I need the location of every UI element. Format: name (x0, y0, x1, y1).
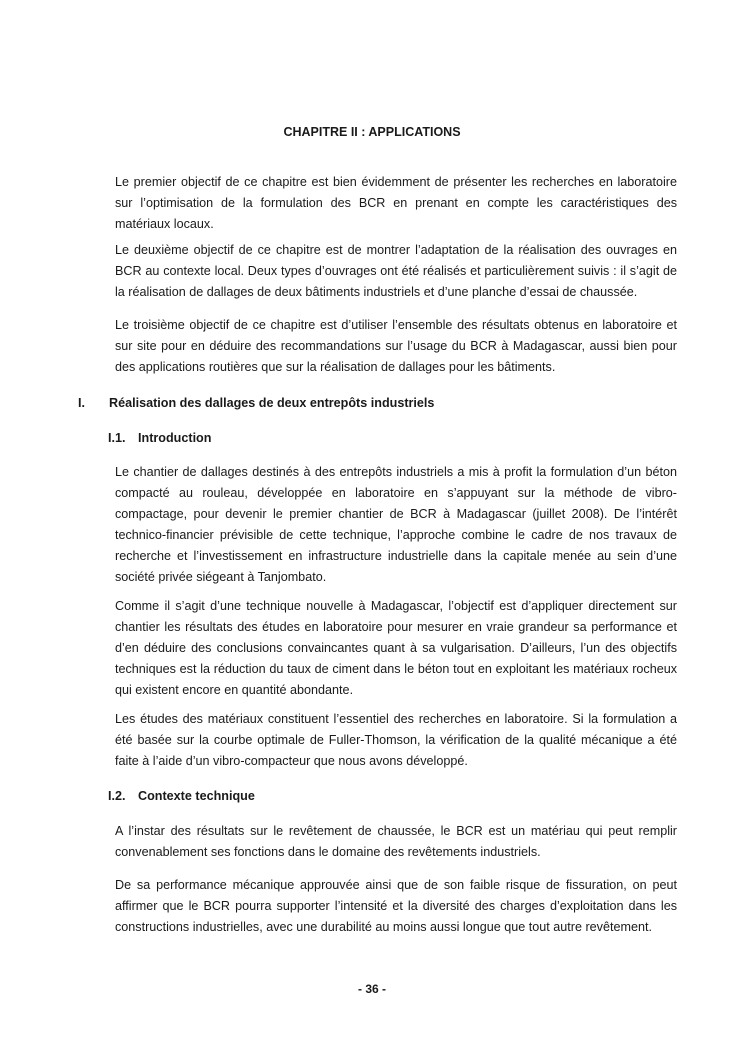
introduction-paragraph-1: Le chantier de dallages destinés à des entrepôts industriels a mis à profit la formulation d’un béton compacté au rouleau, développée en laboratoire en s’appuyant sur la méthode de vibro-compactage, pour devenir le premier chantier de BCR à Madagascar (juillet 2008). De l’intérêt technico-financier prévisible de cette technique, l’approche combine le cadre de nos travaux de recherche et l’investissement en infrastructure industrielle dans la capitale menée au sein d’une société privée siégeant à Tanjombato. (115, 465, 677, 584)
contexte-paragraph-2: De sa performance mécanique approuvée ainsi que de son faible risque de fissuration, on peut affirmer que le BCR pourra supporter l’intensité et la diversité des charges d’exploitation dans les constructions industrielles, avec une durabilité au moins aussi longue que tout autre revêtement. (115, 878, 677, 934)
intro-paragraph-2: Le deuxième objectif de ce chapitre est de montrer l’adaptation de la réalisation des ouvrages en BCR au contexte local. Deux types d’ouvrages ont été réalisés et particulièrement suivis : il s’agit de la réalisation de dallages de deux bâtiments industriels et d’une planche d’essai de chaussée. (115, 243, 677, 299)
subsection-title: Contexte technique (138, 789, 255, 803)
section-heading-1 (78, 393, 678, 414)
intro-paragraph-1: Le premier objectif de ce chapitre est bien évidemment de présenter les recherches en laboratoire sur l’optimisation de la formulation des BCR en prenant en compte les caractéristiques des matériaux locaux. (115, 175, 677, 231)
subsection-heading-contexte (108, 786, 668, 807)
subsection-number: I.1. (108, 431, 126, 445)
section-number: I. (78, 396, 85, 410)
contexte-paragraph-1: A l’instar des résultats sur le revêtement de chaussée, le BCR est un matériau qui peut remplir convenablement ses fonctions dans le domaine des revêtements industriels. (115, 824, 677, 859)
introduction-paragraph-3: Les études des matériaux constituent l’essentiel des recherches en laboratoire. Si la formulation a été basée sur la courbe optimale de Fuller-Thomson, la vérification de la qualité mécanique a été faite à l’aide d’un vibro-compacteur que nous avons développé. (115, 712, 677, 768)
chapter-title: CHAPITRE II : APPLICATIONS (283, 125, 461, 139)
page-number: - 36 - (357, 982, 386, 996)
introduction-paragraph-2: Comme il s’agit d’une technique nouvelle à Madagascar, l’objectif est d’appliquer directement sur chantier les résultats des études en laboratoire pour mesurer en vraie grandeur sa performance et d’en déduire des conclusions convaincantes quant à sa vulgarisation. D’ailleurs, l’un des objectifs techniques est la réduction du taux de ciment dans le béton tout en exploitant les matériaux rocheux qui existent encore en quantité abondante. (115, 599, 677, 697)
subsection-heading-introduction (108, 428, 668, 449)
intro-paragraph-3: Le troisième objectif de ce chapitre est d’utiliser l’ensemble des résultats obtenus en laboratoire et sur site pour en déduire des recommandations sur l’usage du BCR à Madagascar, aussi bien pour des applications routières que sur la réalisation de dallages pour les bâtiments. (115, 318, 677, 374)
section-title: Réalisation des dallages de deux entrepôts industriels (109, 396, 435, 410)
subsection-title: Introduction (138, 431, 212, 445)
subsection-number: I.2. (108, 789, 126, 803)
